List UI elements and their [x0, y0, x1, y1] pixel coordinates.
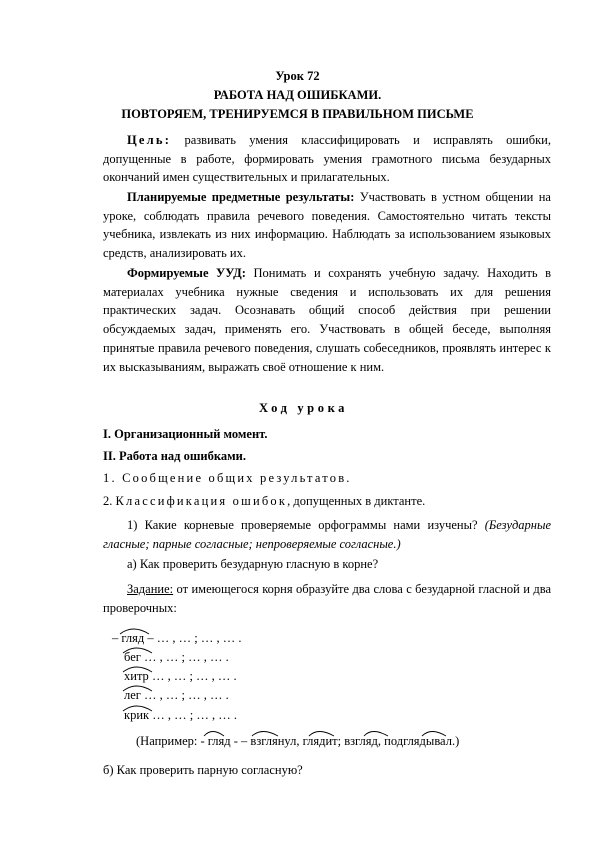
course-heading: Ход урока — [258, 401, 349, 415]
root-line: – гляд – … , … ; … , … . — [112, 632, 241, 645]
question-1: 1) Какие корневые проверяемые орфограммы нами изучены? (Безударные гласные; парные согласные; непроверяемые согласные.) — [103, 518, 552, 551]
task-label: Задание: — [127, 582, 174, 596]
section-error-work: II. Работа над ошибками. — [103, 449, 246, 463]
uud-label: Формируемые УУД: — [127, 266, 246, 280]
root-word: крик — [124, 709, 149, 722]
planned-results-label: Планируемые предметные результаты: — [127, 190, 355, 204]
root-word: гляд — [121, 632, 144, 645]
root-blanks: … , … ; … , … . — [148, 669, 237, 683]
lesson-number: Урок 72 — [275, 69, 320, 83]
example-arc-4 — [364, 732, 388, 737]
example-line: (Например: - гляд - – взглянул, глядит; взгляд, подглядывал.) — [136, 734, 460, 748]
root-word: лег — [124, 689, 141, 702]
root-blanks: … , … ; … , … . — [149, 708, 237, 722]
task-text: от имеющегося корня образуйте два слова с безударной гласной и два проверочных: — [103, 582, 551, 615]
question-1-answer: (Безударные гласные; парные согласные; непроверяемые согласные.) — [103, 518, 552, 551]
root-blanks: … , … ; … , … . — [140, 650, 229, 664]
section-org-moment: I. Организационный момент. — [103, 427, 268, 441]
example-arc-1 — [204, 732, 224, 737]
goal-text: развивать умения классифицировать и исправлять ошибки, допущенные в работе, формировать умения грамотного письма безударных окончаний имен существительных и прилагательных. — [103, 133, 551, 185]
lesson-title-line1: РАБОТА НАД ОШИБКАМИ. — [213, 88, 382, 102]
root-blanks: – … , … ; … , … . — [144, 631, 242, 645]
item-general-results: 1. Сообщение общих результатов. — [103, 471, 352, 485]
item-classification: 2. Классификация ошибок, допущенных в диктанте. — [103, 494, 426, 508]
root-word: хитр — [124, 670, 149, 683]
planned-results-text: Участвовать в устном общении на уроке, соблюдать правила речевого поведения. Самостоятельно читать тексты учебника, извлекать из них информацию. Наблюдать за использованием языковых средств, анализировать их. — [103, 190, 551, 261]
question-a: а) Как проверить безударную гласную в корне? — [127, 557, 379, 571]
question-b: б) Как проверить парную согласную? — [103, 763, 303, 777]
example-arc-3 — [309, 732, 334, 737]
example-arc-5 — [422, 732, 446, 737]
uud-text: Понимать и сохранять учебную задачу. Находить в материалах учебника нужные сведения и использовать их для решения практических задач. Осознавать общий способ действия при решении обсуждаемых задач, применять его. Участвовать в общей беседе, выполняя принятые правила речевого поведения, слушать собеседников, проявлять интерес к их высказываниям, выражать своё отношение к ним. — [103, 266, 552, 374]
goal-label: Цель: — [127, 133, 172, 147]
example-arc-2 — [252, 732, 278, 737]
root-blanks: … , … ; … , … . — [140, 688, 229, 702]
root-word: бег — [124, 651, 141, 664]
classification-spaced-text: Классификация ошибок — [115, 494, 288, 508]
lesson-title-line2: ПОВТОРЯЕМ, ТРЕНИРУЕМСЯ В ПРАВИЛЬНОМ ПИСЬМЕ — [121, 107, 474, 121]
